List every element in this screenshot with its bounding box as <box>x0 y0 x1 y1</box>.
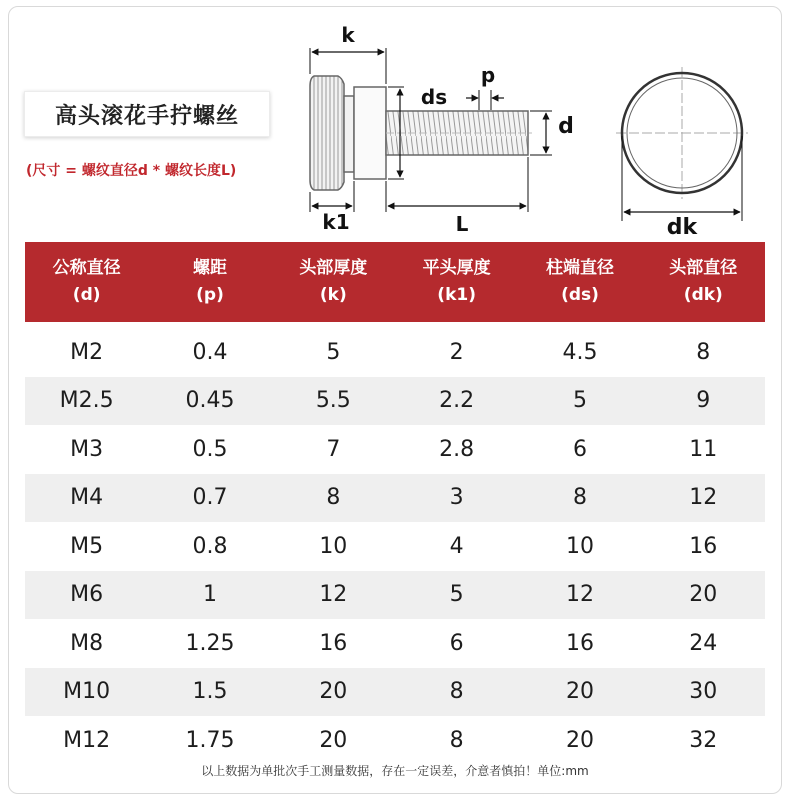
table-cell: M4 <box>70 485 104 511</box>
table-cell: 0.45 <box>185 388 235 414</box>
table-cell: M5 <box>70 533 104 559</box>
column-header <box>272 255 395 309</box>
spec-table-header <box>25 242 765 322</box>
table-row <box>25 716 765 765</box>
table-cell: 7 <box>326 436 341 462</box>
label-dk: dk <box>666 215 698 240</box>
table-cell: 0.5 <box>192 436 228 462</box>
column-header-name: 柱端直径 <box>545 258 614 278</box>
table-cell: 1.25 <box>185 630 235 656</box>
collar-shape <box>354 87 386 179</box>
table-row <box>25 425 765 474</box>
table-cell: 1.75 <box>185 727 235 753</box>
label-p: p <box>480 63 496 87</box>
table-row <box>25 474 765 523</box>
table-cell: 20 <box>319 727 348 753</box>
table-row <box>25 328 765 377</box>
table-cell: 16 <box>689 533 718 559</box>
table-cell: M3 <box>70 436 104 462</box>
column-header-symbol: (p) <box>196 285 224 305</box>
table-cell: 12 <box>565 582 594 608</box>
table-cell: M2.5 <box>59 388 114 414</box>
column-header <box>148 255 271 309</box>
table-cell: 6 <box>449 630 464 656</box>
knurled-head-shape <box>310 76 344 190</box>
table-cell: 32 <box>689 727 718 753</box>
column-header <box>518 255 641 309</box>
label-ds: ds <box>420 85 448 109</box>
table-row <box>25 619 765 668</box>
label-k: k <box>341 23 355 47</box>
column-header-symbol: (k) <box>319 285 347 305</box>
label-k1: k1 <box>322 210 350 234</box>
table-cell: 16 <box>319 630 348 656</box>
table-cell: 5 <box>572 388 587 414</box>
table-cell: 10 <box>319 533 348 559</box>
table-cell: 12 <box>689 485 718 511</box>
flat-shoulder-shape <box>344 96 354 172</box>
table-cell: 20 <box>565 679 594 705</box>
table-cell: 10 <box>565 533 594 559</box>
spec-table-body <box>25 328 765 765</box>
table-row <box>25 377 765 426</box>
table-cell: 8 <box>696 339 711 365</box>
table-cell: 8 <box>326 485 341 511</box>
column-header-symbol: (d) <box>72 285 101 305</box>
column-header <box>642 255 765 309</box>
table-cell: 0.7 <box>192 485 228 511</box>
table-cell: 2 <box>449 339 464 365</box>
size-formula-note: (尺寸 = 螺纹直径d * 螺纹长度L) <box>26 163 237 179</box>
table-cell: 8 <box>449 679 464 705</box>
table-cell: 5 <box>449 582 464 608</box>
table-cell: 5.5 <box>315 388 351 414</box>
column-header-name: 公称直径 <box>52 258 121 278</box>
column-header-symbol: (k1) <box>437 285 476 305</box>
table-cell: 9 <box>696 388 711 414</box>
column-header-name: 螺距 <box>192 258 227 278</box>
table-cell: 3 <box>449 485 464 511</box>
table-cell: M2 <box>70 339 104 365</box>
table-cell: 1 <box>202 582 217 608</box>
table-cell: 12 <box>319 582 348 608</box>
column-header-symbol: (dk) <box>683 285 723 305</box>
table-cell: 20 <box>689 582 718 608</box>
screw-dimension-diagram <box>296 16 766 241</box>
column-header <box>25 255 148 309</box>
table-cell: M10 <box>63 679 111 705</box>
table-cell: 2.8 <box>439 436 475 462</box>
product-title: 高头滚花手拧螺丝 <box>24 91 270 137</box>
table-cell: 6 <box>572 436 587 462</box>
table-cell: 16 <box>565 630 594 656</box>
table-cell: 4 <box>449 533 464 559</box>
table-cell: 8 <box>572 485 587 511</box>
spec-table <box>25 242 765 765</box>
table-cell: 20 <box>565 727 594 753</box>
table-cell: M12 <box>63 727 111 753</box>
label-L: L <box>455 212 469 236</box>
column-header-symbol: (ds) <box>561 285 599 305</box>
table-cell: 0.4 <box>192 339 228 365</box>
table-cell: 11 <box>689 436 718 462</box>
table-row <box>25 571 765 620</box>
column-header-name: 头部直径 <box>669 258 738 278</box>
table-cell: M8 <box>70 630 104 656</box>
measurement-disclaimer: 以上数据为单批次手工测量数据，存在一定误差，介意者慎拍！单位:mm <box>201 764 589 778</box>
column-header-name: 平头厚度 <box>422 258 491 278</box>
table-row <box>25 522 765 571</box>
table-cell: 20 <box>319 679 348 705</box>
table-cell: 2.2 <box>439 388 475 414</box>
table-cell: 4.5 <box>562 339 598 365</box>
column-header <box>395 255 518 309</box>
table-cell: 0.8 <box>192 533 228 559</box>
table-row <box>25 668 765 717</box>
table-cell: 1.5 <box>192 679 228 705</box>
column-header-name: 头部厚度 <box>299 258 368 278</box>
table-cell: 30 <box>689 679 718 705</box>
label-d: d <box>558 114 574 139</box>
table-cell: 24 <box>689 630 718 656</box>
table-cell: 5 <box>326 339 341 365</box>
table-cell: M6 <box>70 582 104 608</box>
table-cell: 8 <box>449 727 464 753</box>
